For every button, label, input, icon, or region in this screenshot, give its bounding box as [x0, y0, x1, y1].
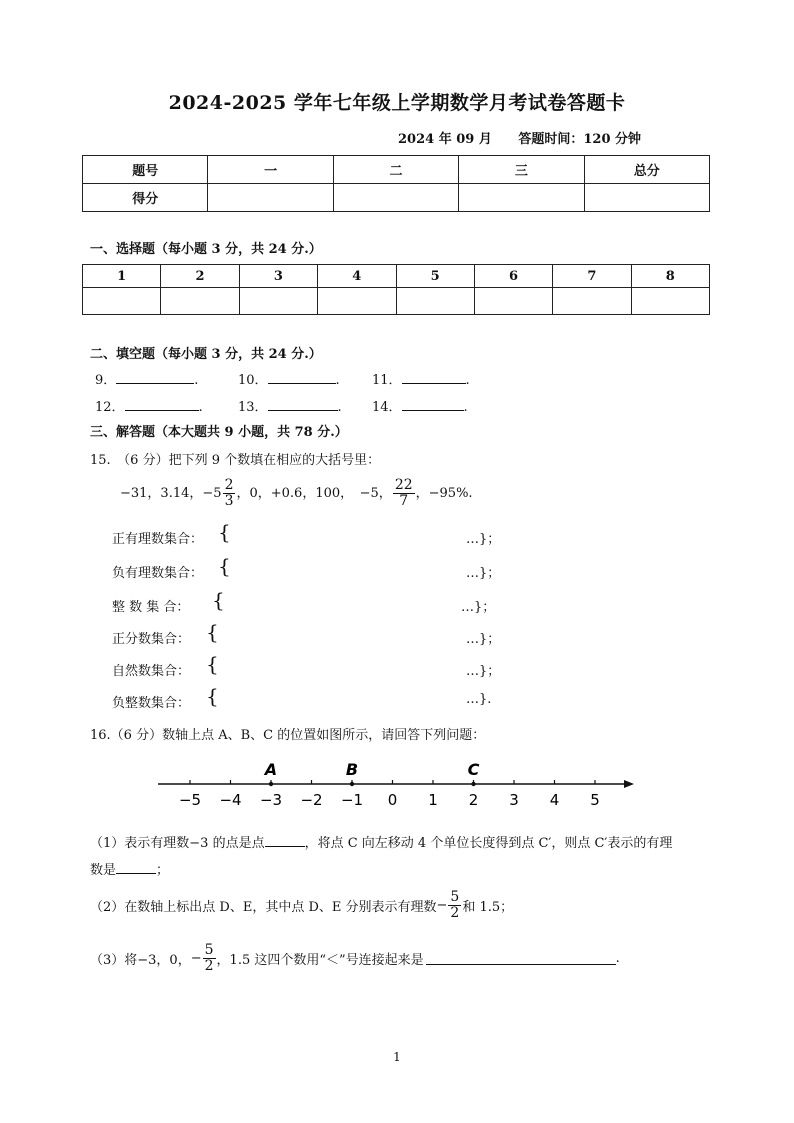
fraction-denominator: 2	[450, 904, 460, 921]
number-line-figure	[150, 756, 640, 814]
fill-blank-item	[95, 396, 203, 415]
number-line-point-label: B	[345, 760, 359, 779]
fill-blank-number: 13．	[238, 400, 268, 415]
number-line-point-b	[350, 782, 354, 786]
page-number: 1	[393, 1050, 401, 1064]
q16-part1-blank2[interactable]	[116, 861, 156, 874]
q16-part2-text: 和 1.5；	[462, 899, 514, 915]
fill-blank-number: 9．	[95, 373, 117, 388]
choice-number: 2	[161, 265, 239, 288]
fill-blank-line[interactable]	[268, 398, 338, 411]
score-cell[interactable]	[208, 184, 333, 212]
set-close-brace: …}；	[461, 600, 496, 615]
score-header-cell: 题号	[83, 156, 208, 184]
number-line-tick-label: 2	[468, 791, 479, 809]
number-line-tick-label: −5	[178, 791, 202, 809]
choice-number: 3	[239, 265, 317, 288]
fill-blank-line[interactable]	[125, 398, 199, 411]
q15-fraction-22-7	[393, 478, 415, 509]
number-line-tick-label: 5	[590, 791, 600, 809]
fill-blank-end: .	[465, 373, 470, 388]
fill-blank-end: .	[198, 400, 203, 415]
fraction-numerator: 22	[394, 477, 413, 493]
choice-answer-table	[82, 264, 710, 315]
fill-blank-item	[372, 369, 470, 388]
choice-number: 6	[474, 265, 552, 288]
fraction-numerator: 2	[224, 477, 234, 493]
number-line-tick-label: −3	[259, 791, 283, 809]
q16-part3-end: .	[615, 950, 620, 966]
exam-info	[398, 128, 663, 147]
score-cell[interactable]	[459, 184, 584, 212]
fill-blank-end: .	[463, 400, 468, 415]
set-open-brace: {	[212, 588, 225, 612]
number-line-tick-label: −2	[300, 791, 323, 809]
q16-part3-sign: −	[190, 950, 202, 966]
set-open-brace: {	[206, 652, 219, 676]
exam-time: 答题时间：120 分钟	[518, 132, 642, 147]
number-line-tick-label: 4	[549, 791, 560, 809]
fill-blank-item	[238, 369, 340, 388]
fraction-numerator: 5	[204, 941, 214, 958]
section1-heading: 一、选择题（每小题 3 分，共 24 分.）	[90, 242, 322, 257]
q16-part1-line1	[90, 832, 672, 851]
fraction-denominator: 2	[204, 957, 214, 974]
fraction-denominator: 7	[399, 493, 409, 509]
q16-part1-text: 数是	[90, 863, 117, 878]
score-header-cell: 二	[333, 156, 458, 184]
choice-answer-cell[interactable]	[396, 288, 474, 315]
number-line-point-a	[269, 782, 273, 786]
score-row-label: 得分	[83, 184, 208, 212]
choice-answer-cell[interactable]	[83, 288, 161, 315]
fill-blank-line[interactable]	[268, 371, 336, 384]
q16-part1-end: ；	[156, 863, 170, 878]
fill-blank-number: 10．	[238, 373, 268, 388]
fill-blank-end: .	[337, 400, 342, 415]
q16-part3	[90, 940, 620, 976]
set-label-natural: 自然数集合：	[112, 664, 191, 679]
number-line-point-c	[471, 782, 475, 786]
q15-numbers-part: ，0，+0.6，100， −5，	[236, 486, 392, 501]
fill-blank-item	[95, 369, 198, 388]
set-label-integer: 整 数 集 合：	[112, 600, 190, 615]
fill-blank-number: 11．	[372, 373, 402, 388]
choice-answer-cell[interactable]	[239, 288, 317, 315]
q16-part2-fraction	[448, 890, 461, 921]
choice-number: 4	[318, 265, 396, 288]
fraction-denominator: 3	[224, 493, 234, 509]
number-line-tick-label: 0	[387, 791, 398, 809]
fill-blank-line[interactable]	[116, 371, 194, 384]
fraction-numerator: 5	[450, 888, 460, 905]
score-header-cell: 三	[459, 156, 584, 184]
q16-part1-text: （1）表示有理数−3 的点是点	[90, 836, 265, 851]
number-line-tick-label: −1	[340, 791, 364, 809]
section2-heading: 二、填空题（每小题 3 分，共 24 分.）	[90, 347, 322, 362]
section3-heading: 三、解答题（本大题共 9 小题，共 78 分.）	[90, 425, 348, 440]
fill-blank-number: 14．	[372, 400, 402, 415]
q16-part1-line2	[90, 859, 169, 878]
q16-prompt: 16.（6 分）数轴上点 A、B、C 的位置如图所示，请回答下列问题：	[90, 728, 486, 743]
score-cell[interactable]	[333, 184, 458, 212]
score-header-cell: 一	[208, 156, 333, 184]
choice-answer-cell[interactable]	[318, 288, 396, 315]
q15-prompt: 15. （6 分）把下列 9 个数填在相应的大括号里：	[90, 453, 381, 468]
choice-number: 1	[83, 265, 161, 288]
set-open-brace: {	[206, 684, 219, 708]
fill-blank-line[interactable]	[402, 398, 464, 411]
set-close-brace: …}；	[466, 664, 501, 679]
set-open-brace: {	[218, 554, 231, 578]
fill-blank-line[interactable]	[402, 371, 466, 384]
q16-part2-text: （2）在数轴上标出点 D、E，其中点 D、E 分别表示有理数	[90, 899, 437, 915]
fill-blank-end: .	[335, 373, 340, 388]
choice-number: 7	[553, 265, 631, 288]
choice-answer-cell[interactable]	[161, 288, 239, 315]
choice-number: 5	[396, 265, 474, 288]
number-line-tick-label: 1	[428, 791, 438, 809]
number-line-point-label: C	[467, 760, 480, 779]
set-close-brace: …}；	[466, 566, 501, 581]
score-header-cell: 总分	[584, 156, 709, 184]
number-line-arrow	[624, 780, 634, 788]
q16-part3-text: （3）将−3，0，	[90, 952, 191, 968]
q16-part3-text: ，1.5 这四个数用“＜”号连接起来是	[216, 952, 424, 968]
number-line-tick-label: 3	[509, 791, 519, 809]
set-label-negative-integer: 负整数集合：	[112, 696, 191, 711]
fill-blank-end: .	[194, 373, 199, 388]
choice-answer-cell[interactable]	[553, 288, 631, 315]
set-label-positive-rational: 正有理数集合：	[112, 532, 204, 547]
q15-number-list	[120, 478, 473, 514]
set-close-brace: …}.	[466, 692, 492, 707]
set-open-brace: {	[206, 620, 219, 644]
exam-date: 2024 年 09 月	[398, 132, 492, 147]
set-close-brace: …}；	[466, 632, 501, 647]
set-label-negative-rational: 负有理数集合：	[112, 566, 204, 581]
q16-part3-blank[interactable]	[426, 952, 616, 965]
q15-numbers-part: −31，3.14，	[120, 486, 203, 501]
number-line-tick-label: −4	[219, 791, 242, 809]
score-table	[82, 155, 710, 212]
page-title: 2024-2025 学年七年级上学期数学月考试卷答题卡	[168, 92, 626, 114]
q16-part3-fraction	[203, 943, 216, 974]
fill-blank-item	[238, 396, 342, 415]
set-close-brace: …}；	[466, 532, 501, 547]
q16-part1-text: ，将点 C 向左移动 4 个单位长度得到点 C′，则点 C′表示的有理	[304, 836, 673, 851]
fill-blank-number: 12．	[95, 400, 125, 415]
choice-number: 8	[631, 265, 709, 288]
number-line-point-label: A	[264, 760, 278, 779]
choice-answer-cell[interactable]	[474, 288, 552, 315]
q15-numbers-part: ，−95%.	[415, 486, 473, 501]
choice-answer-cell[interactable]	[631, 288, 709, 315]
q16-part2-sign: −	[436, 897, 448, 913]
q16-part2	[90, 887, 513, 923]
fill-blank-item	[372, 396, 468, 415]
q15-mixed-sign: −5	[202, 486, 222, 501]
score-cell[interactable]	[584, 184, 709, 212]
set-label-positive-fraction: 正分数集合：	[112, 632, 191, 647]
q16-part1-blank1[interactable]	[265, 834, 305, 847]
set-open-brace: {	[218, 520, 231, 544]
q15-fraction-two-thirds	[223, 478, 236, 509]
